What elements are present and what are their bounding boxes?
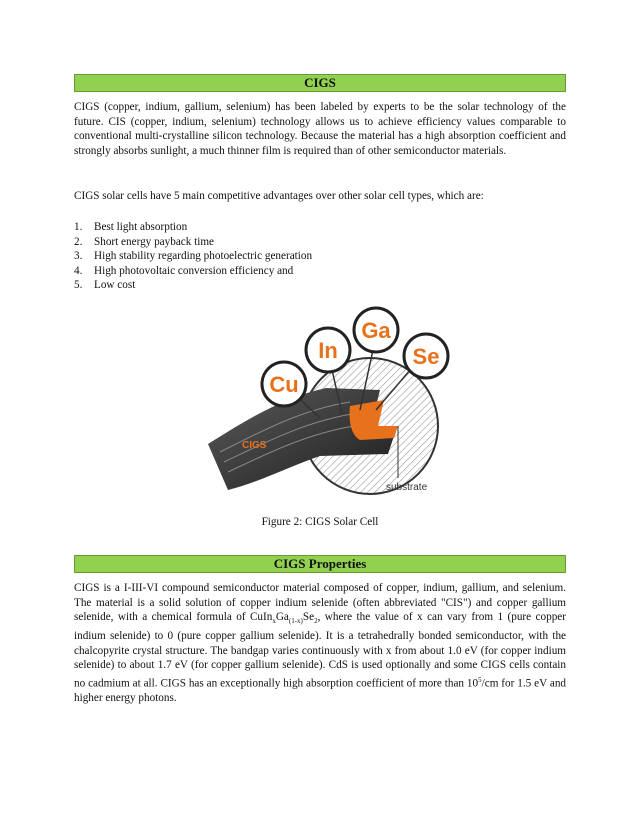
intro-paragraph: CIGS (copper, indium, gallium, selenium) has been labeled by experts to be the solar technology of the future. CIS (copper, indium, selenium) technology allows us to achieve efficiency values comparable to conventional multi-crystalline silicon technology. Because the material has a high absorption coefficient and strongly absorbs sunlight, a much thinner film is required than of other semiconductor materials. bbox=[74, 101, 566, 157]
cu-bubble bbox=[262, 362, 306, 406]
list-item: 2. Short energy payback time bbox=[74, 235, 215, 248]
film-label: CIGS bbox=[242, 440, 267, 451]
properties-paragraph: CIGS is a I-III-VI compound semiconductor material composed of copper, indium, gallium, and selenium. The material is a solid solution of copper indium selenide (often abbreviated "CIS") and copper gallium selenide, with a chemical formula of $CuIn_xGa_{(1-x)}Se_2$, where the value of x can vary from 1 (pure copper indium selenide) to 0 (pure copper gallium selenide). It is a tetrahedrally bonded semiconductor, with the chalcopyrite crystal structure. The bandgap varies continuously with x from about 1.0 eV (for copper indium selenide) to about 1.7 eV (for copper gallium selenide). CdS is used optionally and some CIGS cells contain no cadmium at all. CIGS has an exceptionally high absorption coefficient of more than $10^5/cm$ for 1.5 eV and higher energy photons. bbox=[74, 582, 567, 705]
ga-bubble bbox=[354, 308, 398, 352]
se-bubble bbox=[404, 334, 448, 378]
in-bubble bbox=[306, 328, 350, 372]
list-item: 1. Best light absorption bbox=[74, 221, 188, 233]
svg-text:Cu: Cu bbox=[269, 372, 299, 397]
substrate-label: substrate bbox=[386, 482, 428, 493]
svg-text:In: In bbox=[318, 338, 338, 363]
list-item: 5. Low cost bbox=[74, 279, 136, 292]
advantages-list bbox=[74, 220, 566, 293]
list-item: 3. High stability regarding photoelectric generation bbox=[74, 250, 313, 263]
section-heading-properties: CIGS Properties bbox=[74, 555, 566, 573]
svg-text:Ga: Ga bbox=[361, 318, 391, 343]
figure-caption: Figure 2: CIGS Solar Cell bbox=[261, 516, 379, 528]
advantages-intro: CIGS solar cells have 5 main competitive advantages over other solar cell types, which are: bbox=[74, 190, 484, 202]
cigs-cell-figure bbox=[200, 306, 460, 502]
svg-text:Se: Se bbox=[412, 344, 440, 369]
section-heading-cigs: CIGS bbox=[74, 74, 566, 92]
list-item: 4. High photovoltaic conversion efficiency and bbox=[74, 264, 294, 277]
